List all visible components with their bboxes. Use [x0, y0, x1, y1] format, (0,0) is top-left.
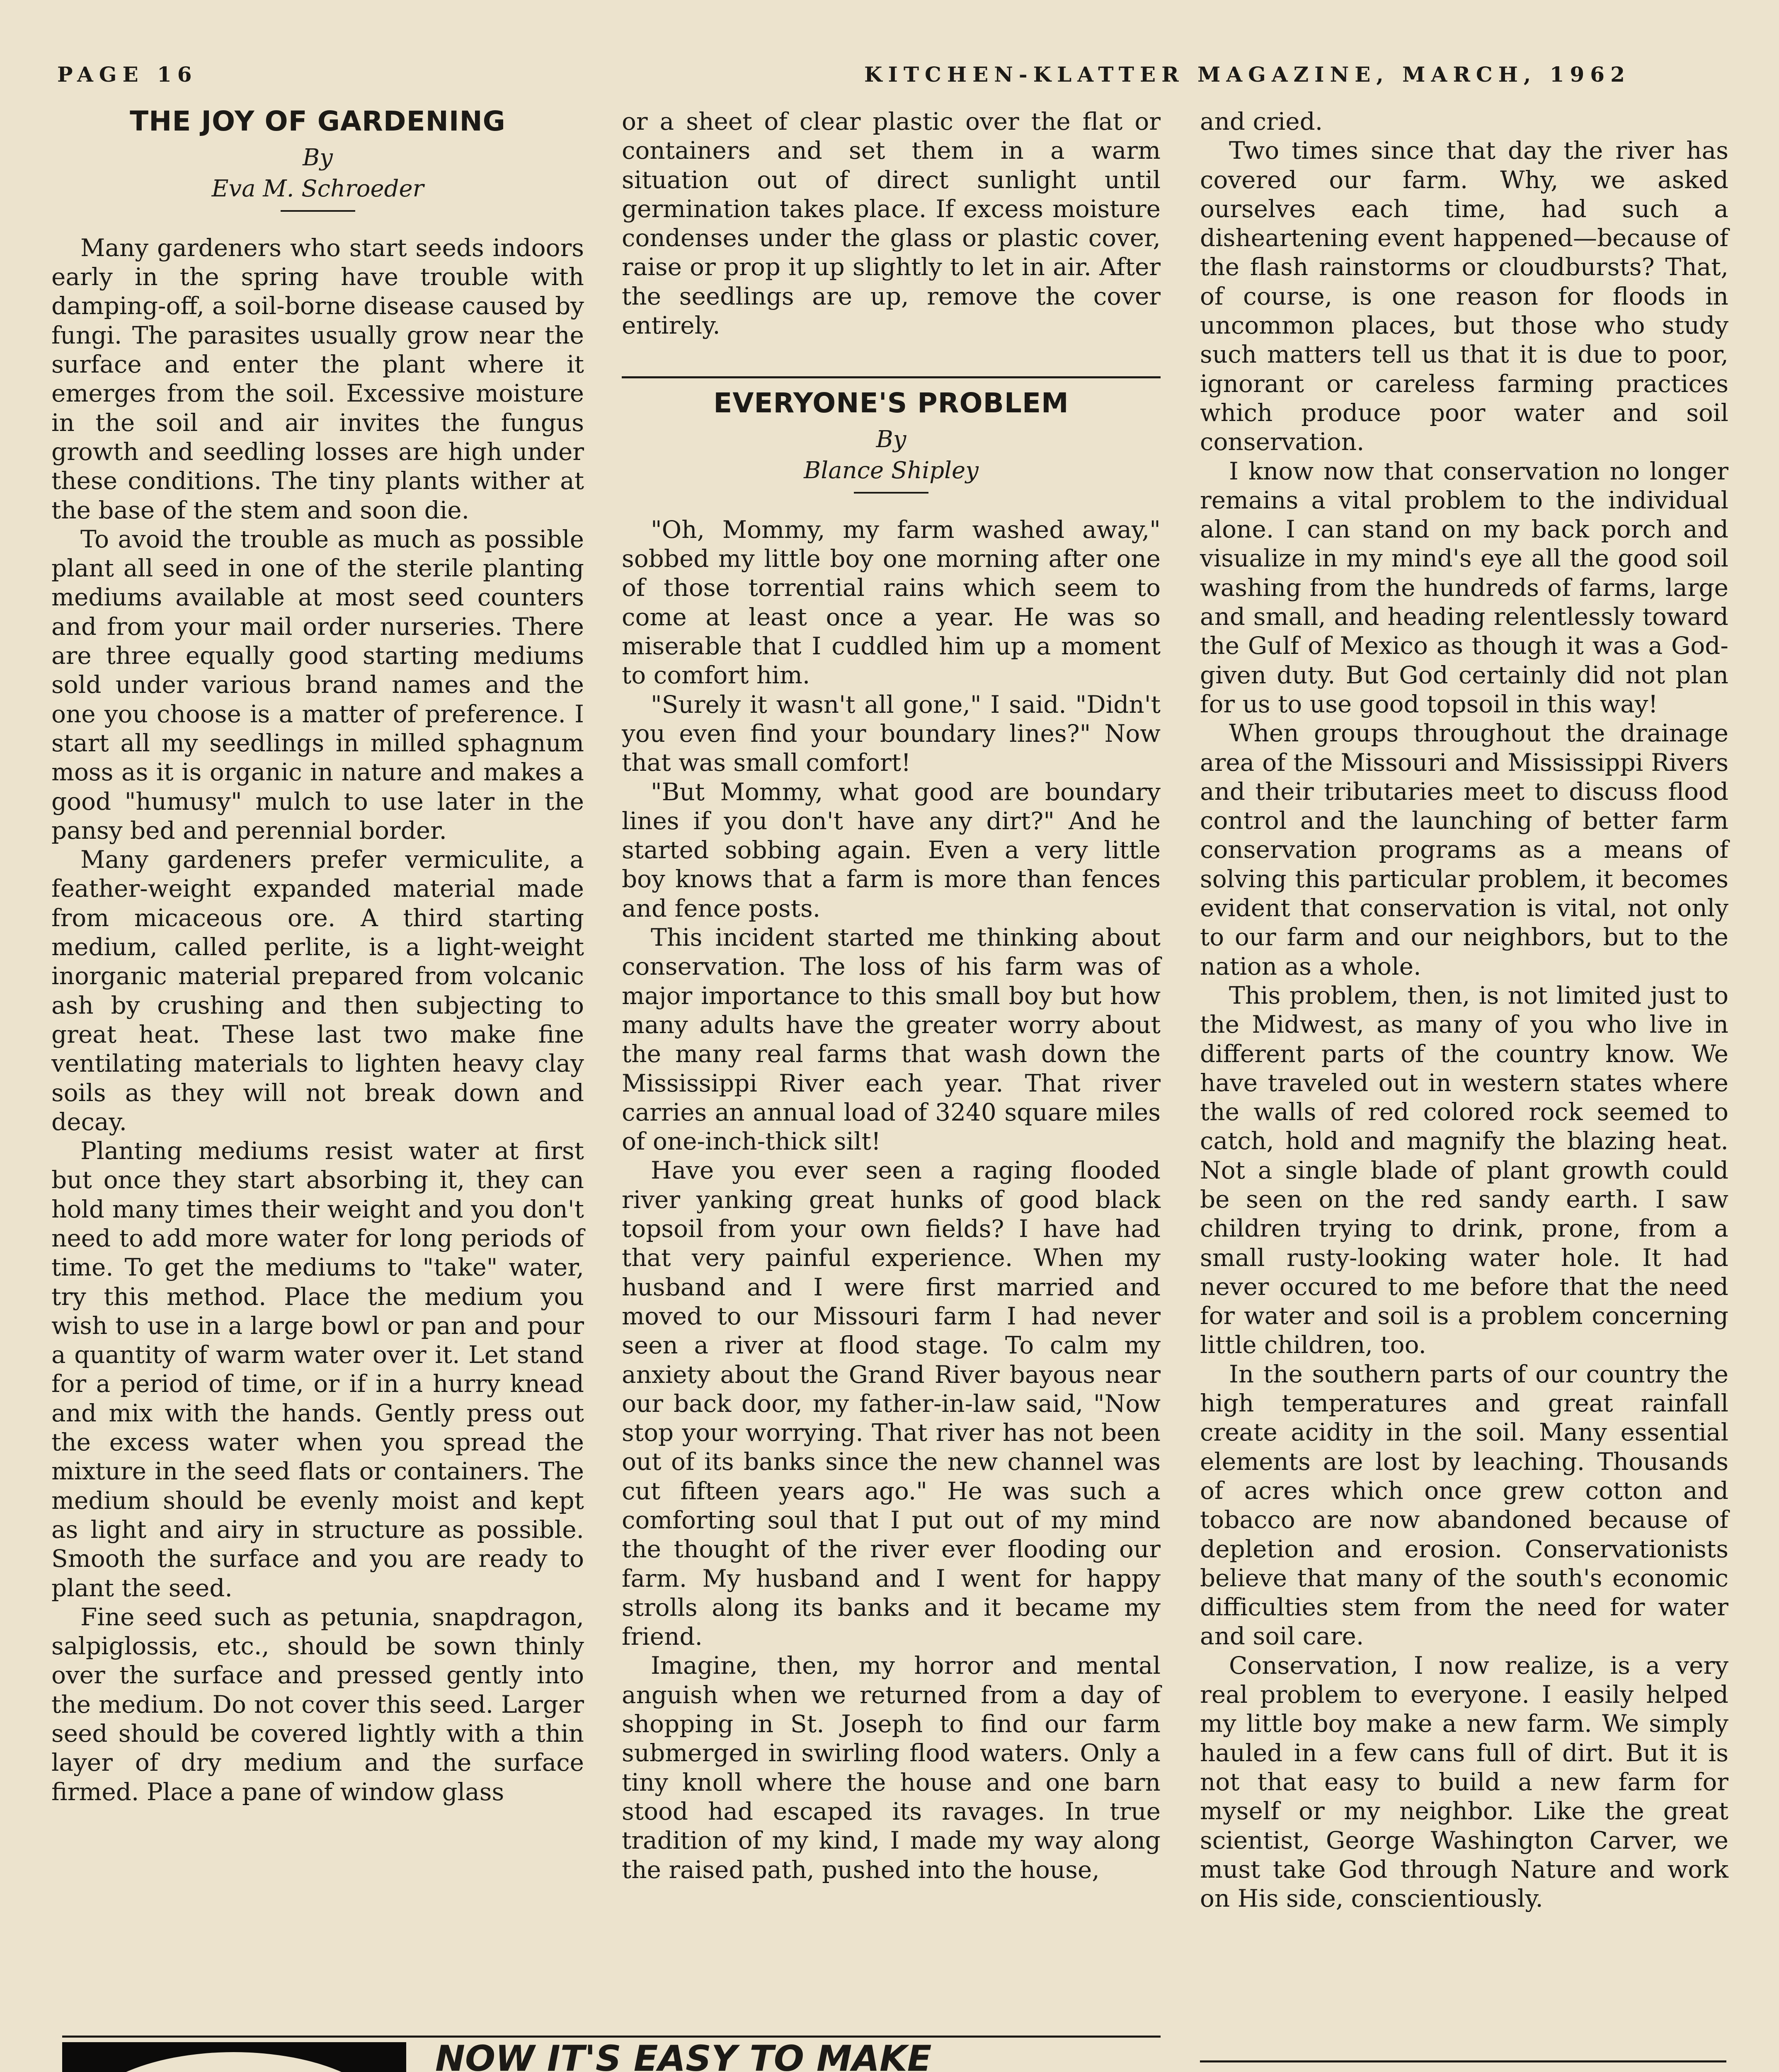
paragraph: "Surely it wasn't all gone," I said. "Didn't you even find your boundary lines?" Now that was small comfort!: [622, 690, 1161, 777]
ad-step-oval: [78, 2052, 390, 2072]
article-title: EVERYONE'S PROBLEM: [713, 387, 1069, 419]
paragraph: When groups throughout the drainage area of the Missouri and Mississippi Rivers and their tributaries meet to discuss flood control and the launching of better farm conservation programs as a means of solving this particular problem, it becomes evident that conservation is vital, not only to our farm and our neighbors, but to the nation as a whole.: [1200, 719, 1728, 980]
paragraph: Imagine, then, my horror and mental anguish when we returned from a day of shopping in St. Joseph to find our farm submerged in swirling flood waters. Only a tiny knoll where the house and one barn stood had escaped its ravages. In true tradition of my kind, I made my way along the raised path, pushed into the house,: [622, 1651, 1161, 1884]
article-author: Eva M. Schroeder: [211, 175, 424, 202]
paragraph: I know now that conservation no longer remains a vital problem to the individual alone. I can stand on my back porch and visualize in my mind's eye all the good soil washing from the hundreds of farms, large and small, and heading relentlessly toward the Gulf of Mexico as though it was a God-given duty. But God certainly did not plan for us to use good topsoil in this way!: [1200, 457, 1728, 718]
paragraph: "But Mommy, what good are boundary lines if you don't have any dirt?" And he started sobbing again. Even a very little boy knows that a farm is more than fences and fence posts.: [622, 777, 1161, 922]
ad-illustration-panel: [62, 2042, 406, 2072]
paragraph-continued: and cried.: [1200, 107, 1323, 136]
paragraph: In the southern parts of our country the high temperatures and great rainfall create acidity in the soil. Many essential elements are lost by leaching. Thousands of acres which once grew cotton and tobacco are now abandoned because of depletion and erosion. Conservationists believe that many of the south's economic difficulties stem from the need for water and soil care.: [1200, 1360, 1728, 1651]
paragraph: Planting mediums resist water at first but once they start absorbing it, they can hold many times their weight and you don't need to add more water for long periods of time. To get the mediums to "take" water, try this method. Place the medium you wish to use in a large bowl or pan and pour a quantity of warm water over it. Let stand for a period of time, or if in a hurry knead and mix with the hands. Gently press out the excess water when you spread the mixture in the seed flats or containers. The medium should be evenly moist and kept as light and airy in structure as possible. Smooth the surface and you are ready to plant the seed.: [51, 1137, 584, 1602]
paragraph: This incident started me thinking about conservation. The loss of his farm was of major importance to this small boy but how many adults have the greater worry about the many real farms that wash down the Mississippi River each year. That river carries an annual load of 3240 square miles of one-inch-thick silt!: [622, 923, 1161, 1156]
section-divider: [622, 376, 1161, 378]
paragraph: Two times since that day the river has covered our farm. Why, we asked ourselves each time, had such a disheartening event happened—because of the flash rainstorms or cloudbursts? That, of course, is one reason for floods in uncommon places, but those who study such matters tell us that it is due to poor, ignorant or careless farming practices which produce poor water and soil conservation.: [1200, 136, 1728, 456]
paragraph-continued: or a sheet of clear plastic over the flat or containers and set them in a warm situation out of direct sunlight until germination takes place. If excess moisture condenses under the glass or plastic cover, raise or prop it up slightly to let in air. After the seedlings are up, remove the cover entirely.: [622, 107, 1161, 340]
title-rule: [281, 210, 355, 212]
paragraph: Fine seed such as petunia, snapdragon, salpiglossis, etc., should be sown thinly over the surface and pressed gently into the medium. Do not cover this seed. Larger seed should be covered lightly with a thin layer of dry medium and the surface firmed. Place a pane of window glass: [51, 1602, 584, 1806]
paragraph: This problem, then, is not limited just to the Midwest, as many of you who live in different parts of the country know. We have traveled out in western states where the walls of red colored rock seemed to catch, hold and magnify the blazing heat. Not a single blade of plant growth could be seen on the red sandy earth. I saw children trying to drink, prone, from a small rusty-looking water hole. It had never occured to me before that the need for water and soil is a problem concerning little children, too.: [1200, 981, 1728, 1359]
column-3: [1200, 107, 1728, 1913]
paragraph: Many gardeners prefer vermiculite, a feather-weight expanded material made from micaceous ore. A third starting medium, called perlite, is a light-weight inorganic material prepared from volcanic ash by crushing and then subjecting to great heat. These last two make fine ventilating materials to lighten heavy clay soils as they will not break down and decay.: [51, 845, 584, 1136]
column-1: [51, 107, 584, 1806]
ad-headline: NOW IT'S EASY TO MAKE: [435, 2038, 932, 2072]
section-divider: [1200, 2060, 1726, 2062]
byline-by: By: [303, 144, 333, 172]
byline-by: By: [876, 426, 906, 453]
article-author: Blance Shipley: [804, 457, 979, 484]
page-number: PAGE 16: [57, 62, 198, 87]
magazine-header: KITCHEN-KLATTER MAGAZINE, MARCH, 1962: [864, 62, 1631, 87]
title-rule: [854, 492, 928, 494]
paragraph: To avoid the trouble as much as possible plant all seed in one of the sterile planting mediums available at most seed counters and from your mail order nurseries. There are three equally good starting mediums sold under various brand names and the one you choose is a matter of preference. I start all my seedlings in milled sphagnum moss as it is organic in nature and makes a good "humusy" mulch to use later in the pansy bed and perennial border.: [51, 525, 584, 845]
paragraph: Conservation, I now realize, is a very real problem to everyone. I easily helped my little boy make a new farm. We simply hauled in a few cans full of dirt. But it is not that easy to build a new farm for myself or my neighbor. Like the great scientist, George Washington Carver, we must take God through Nature and work on His side, conscientiously.: [1200, 1651, 1728, 1913]
paragraph: "Oh, Mommy, my farm washed away," sobbed my little boy one morning after one of those torrential rains which seem to come at least once a year. He was so miserable that I cuddled him up a moment to comfort him.: [622, 515, 1161, 690]
paragraph: Have you ever seen a raging flooded river yanking great hunks of good black topsoil from your own fields? I have had that very painful experience. When my husband and I were first married and moved to our Missouri farm I had never seen a river at flood stage. To calm my anxiety about the Grand River bayous near our back door, my father-in-law said, "Now stop your worrying. That river has not been out of its banks since the new channel was cut fifteen years ago." He was such a comforting soul that I put out of my mind the thought of the river ever flooding our farm. My husband and I went for happy strolls along its banks and it became my friend.: [622, 1156, 1161, 1651]
column-2-article: [622, 389, 1161, 1884]
section-divider: [62, 2036, 1161, 2038]
paragraph: Many gardeners who start seeds indoors early in the spring have trouble with damping-off, a soil-borne disease caused by fungi. The parasites usually grow near the surface and enter the plant where it emerges from the soil. Excessive moisture in the soil and air invites the fungus growth and seedling losses are high under these conditions. The tiny plants wither at the base of the stem and soon die.: [51, 233, 584, 524]
column-2: [622, 107, 1161, 340]
article-title: THE JOY OF GARDENING: [130, 105, 506, 137]
